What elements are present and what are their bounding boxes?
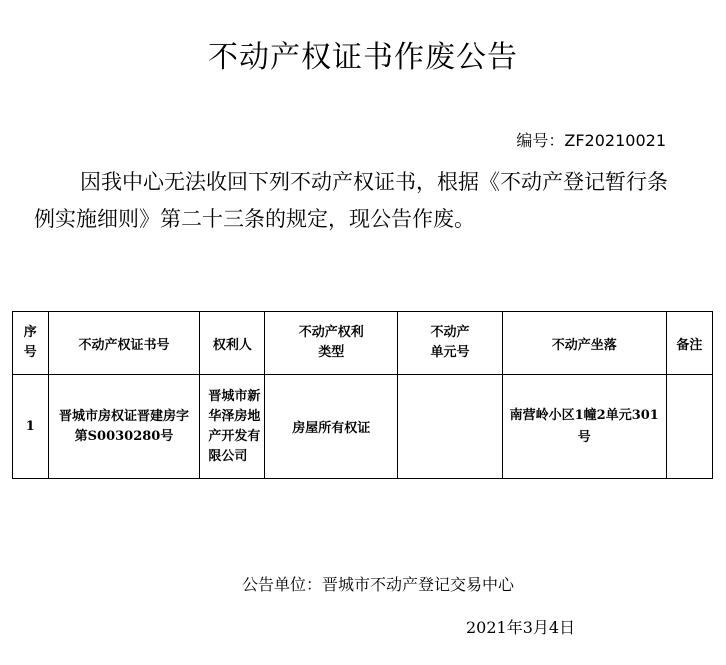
header-owner: 权利人 (200, 312, 265, 375)
table-row (13, 375, 713, 479)
cell-remark (666, 375, 712, 479)
header-location: 不动产坐落 (502, 312, 666, 375)
notice-body: 因我中心无法收回下列不动产权证书，根据《不动产登记暂行条例实施细则》第二十三条的规定，现公告作废。 (34, 170, 668, 231)
header-remark: 备注 (666, 312, 712, 375)
cell-location: 南营岭小区1幢2单元301号 (502, 375, 666, 479)
table-header-row (13, 312, 713, 375)
header-seq: 序号 (13, 312, 49, 375)
header-right-type: 不动产权利类型 (265, 312, 398, 375)
cell-seq: 1 (13, 375, 49, 479)
notice-date: 2021年3月4日 (466, 618, 576, 637)
header-unit-no: 不动产单元号 (398, 312, 503, 375)
document-number: 编号：ZF20210021 (516, 131, 666, 150)
issuing-unit: 公告单位：晋城市不动产登记交易中心 (242, 575, 515, 594)
cell-cert-no: 晋城市房权证晋建房字第S0030280号 (48, 375, 200, 479)
header-cert-no: 不动产权证书号 (48, 312, 200, 375)
cell-unit-no (398, 375, 503, 479)
cell-owner: 晋城市新华泽房地产开发有限公司 (200, 375, 265, 479)
notice-title: 不动产权证书作废公告 (208, 40, 518, 75)
certificate-table (12, 311, 713, 479)
cell-right-type: 房屋所有权证 (265, 375, 398, 479)
